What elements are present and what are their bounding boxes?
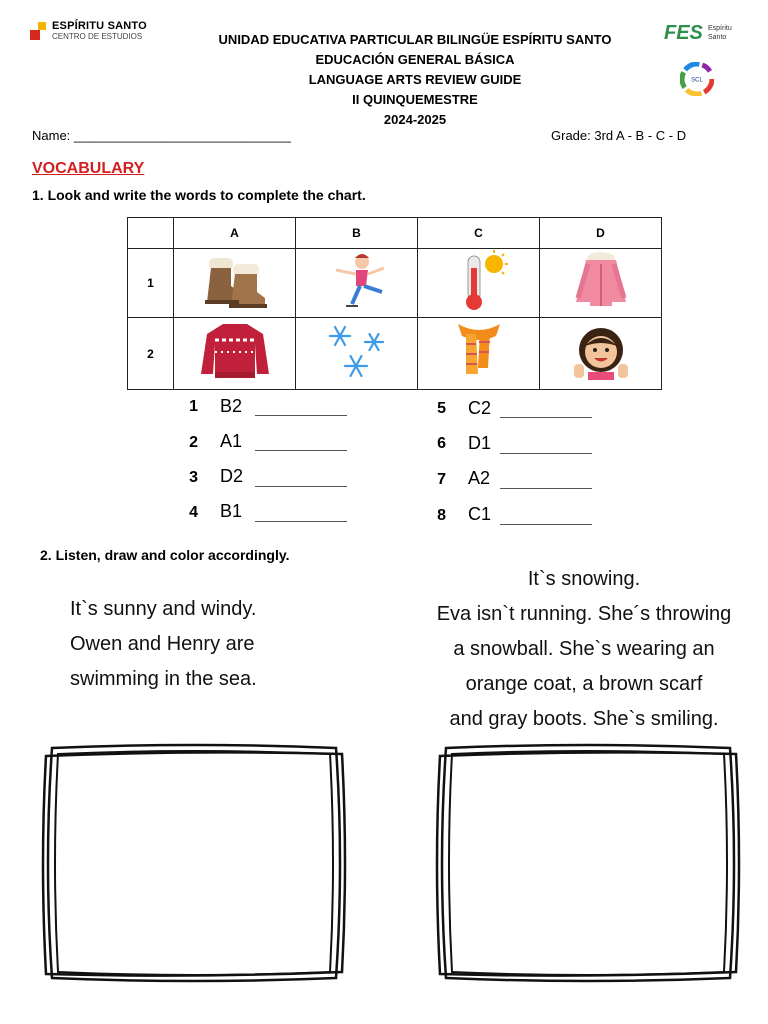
answer-number: 4 — [189, 504, 198, 521]
answer-blank[interactable] — [255, 520, 347, 522]
education-level: EDUCACIÓN GENERAL BÁSICA — [315, 52, 515, 67]
sweater-icon — [199, 320, 271, 382]
answer-code: A2 — [468, 468, 491, 488]
vocabulary-chart — [127, 217, 662, 390]
answer-blank[interactable] — [255, 414, 347, 416]
name-field[interactable]: Name: ______________________________ — [32, 128, 291, 143]
school-year: 2024-2025 — [383, 112, 447, 127]
cell-c1 — [418, 249, 540, 318]
school-logo — [30, 22, 150, 46]
answer-blank[interactable] — [500, 523, 592, 525]
story-line: Eva isn`t running. She´s throwing — [436, 603, 732, 625]
fes-logo — [660, 22, 740, 102]
cell-b1 — [296, 249, 418, 318]
story-right — [398, 562, 768, 737]
cell-d1 — [540, 249, 662, 318]
section-title-vocabulary: VOCABULARY — [32, 160, 145, 177]
svg-text:SCL: SCL — [691, 77, 703, 84]
cell-d2 — [540, 318, 662, 390]
column-header-a: A — [174, 218, 296, 249]
story-line: and gray boots. She`s smiling. — [449, 708, 719, 730]
ice-skater-icon — [322, 250, 392, 312]
story-line: orange coat, a brown scarf — [465, 673, 703, 695]
logo-title: ESPÍRITU SANTO — [52, 20, 147, 32]
fes-subtitle: Espíritu Santo — [708, 25, 732, 41]
answer-number: 1 — [189, 398, 198, 415]
answer-code: B1 — [220, 501, 243, 521]
row-header-1: 1 — [128, 249, 174, 318]
row-header-2: 2 — [128, 318, 174, 390]
term: II QUINQUEMESTRE — [352, 92, 478, 107]
story-line: a snowball. She`s wearing an — [453, 638, 715, 660]
fes-mark: FES — [664, 22, 703, 44]
column-header-d: D — [540, 218, 662, 249]
column-header-b: B — [296, 218, 418, 249]
answer-code: C1 — [468, 504, 492, 524]
answer-number: 8 — [437, 507, 446, 524]
answer-number: 2 — [189, 434, 198, 451]
story-line: swimming in the sea. — [70, 668, 257, 690]
scl-badge-icon — [680, 62, 714, 96]
school-name: UNIDAD EDUCATIVA PARTICULAR BILINGÜE ESPÍRITU SANTO — [218, 32, 612, 47]
instruction-2: 2. Listen, draw and color accordingly. — [40, 547, 290, 563]
drawing-frame-left[interactable] — [38, 742, 350, 984]
grade-label: Grade: 3rd A - B - C - D — [551, 128, 687, 143]
answer-blank[interactable] — [500, 487, 592, 489]
answer-number: 6 — [437, 435, 446, 452]
answer-number: 5 — [437, 400, 446, 417]
logo-subtitle: CENTRO DE ESTUDIOS — [52, 32, 143, 41]
answer-code: D2 — [220, 466, 244, 486]
answer-blank[interactable] — [255, 485, 347, 487]
story-line: It`s snowing. — [527, 568, 641, 590]
snowflakes-icon — [322, 320, 392, 382]
story-line: Owen and Henry are — [70, 633, 255, 655]
answer-blank[interactable] — [500, 452, 592, 454]
answer-code: B2 — [220, 396, 243, 416]
boots-icon — [195, 250, 275, 312]
drawing-frame-right[interactable] — [432, 742, 744, 984]
column-header-c: C — [418, 218, 540, 249]
answer-code: D1 — [468, 433, 492, 453]
answer-number: 7 — [437, 471, 446, 488]
answer-number: 3 — [189, 469, 198, 486]
story-left — [70, 592, 370, 697]
scarf-icon — [444, 318, 514, 384]
smiling-girl-icon — [566, 320, 636, 382]
hot-thermometer-icon — [444, 250, 514, 312]
corner-cell — [128, 218, 174, 249]
cell-b2 — [296, 318, 418, 390]
answer-code: C2 — [468, 398, 492, 418]
cell-a2 — [174, 318, 296, 390]
story-line: It`s sunny and windy. — [70, 598, 257, 620]
cell-a1 — [174, 249, 296, 318]
answer-code: A1 — [220, 431, 243, 451]
cell-c2 — [418, 318, 540, 390]
instruction-1: 1. Look and write the words to complete the chart. — [32, 187, 366, 203]
answer-blank[interactable] — [255, 449, 347, 451]
answer-blank[interactable] — [500, 416, 592, 418]
guide-title: LANGUAGE ARTS REVIEW GUIDE — [308, 72, 522, 87]
coat-icon — [566, 250, 636, 312]
